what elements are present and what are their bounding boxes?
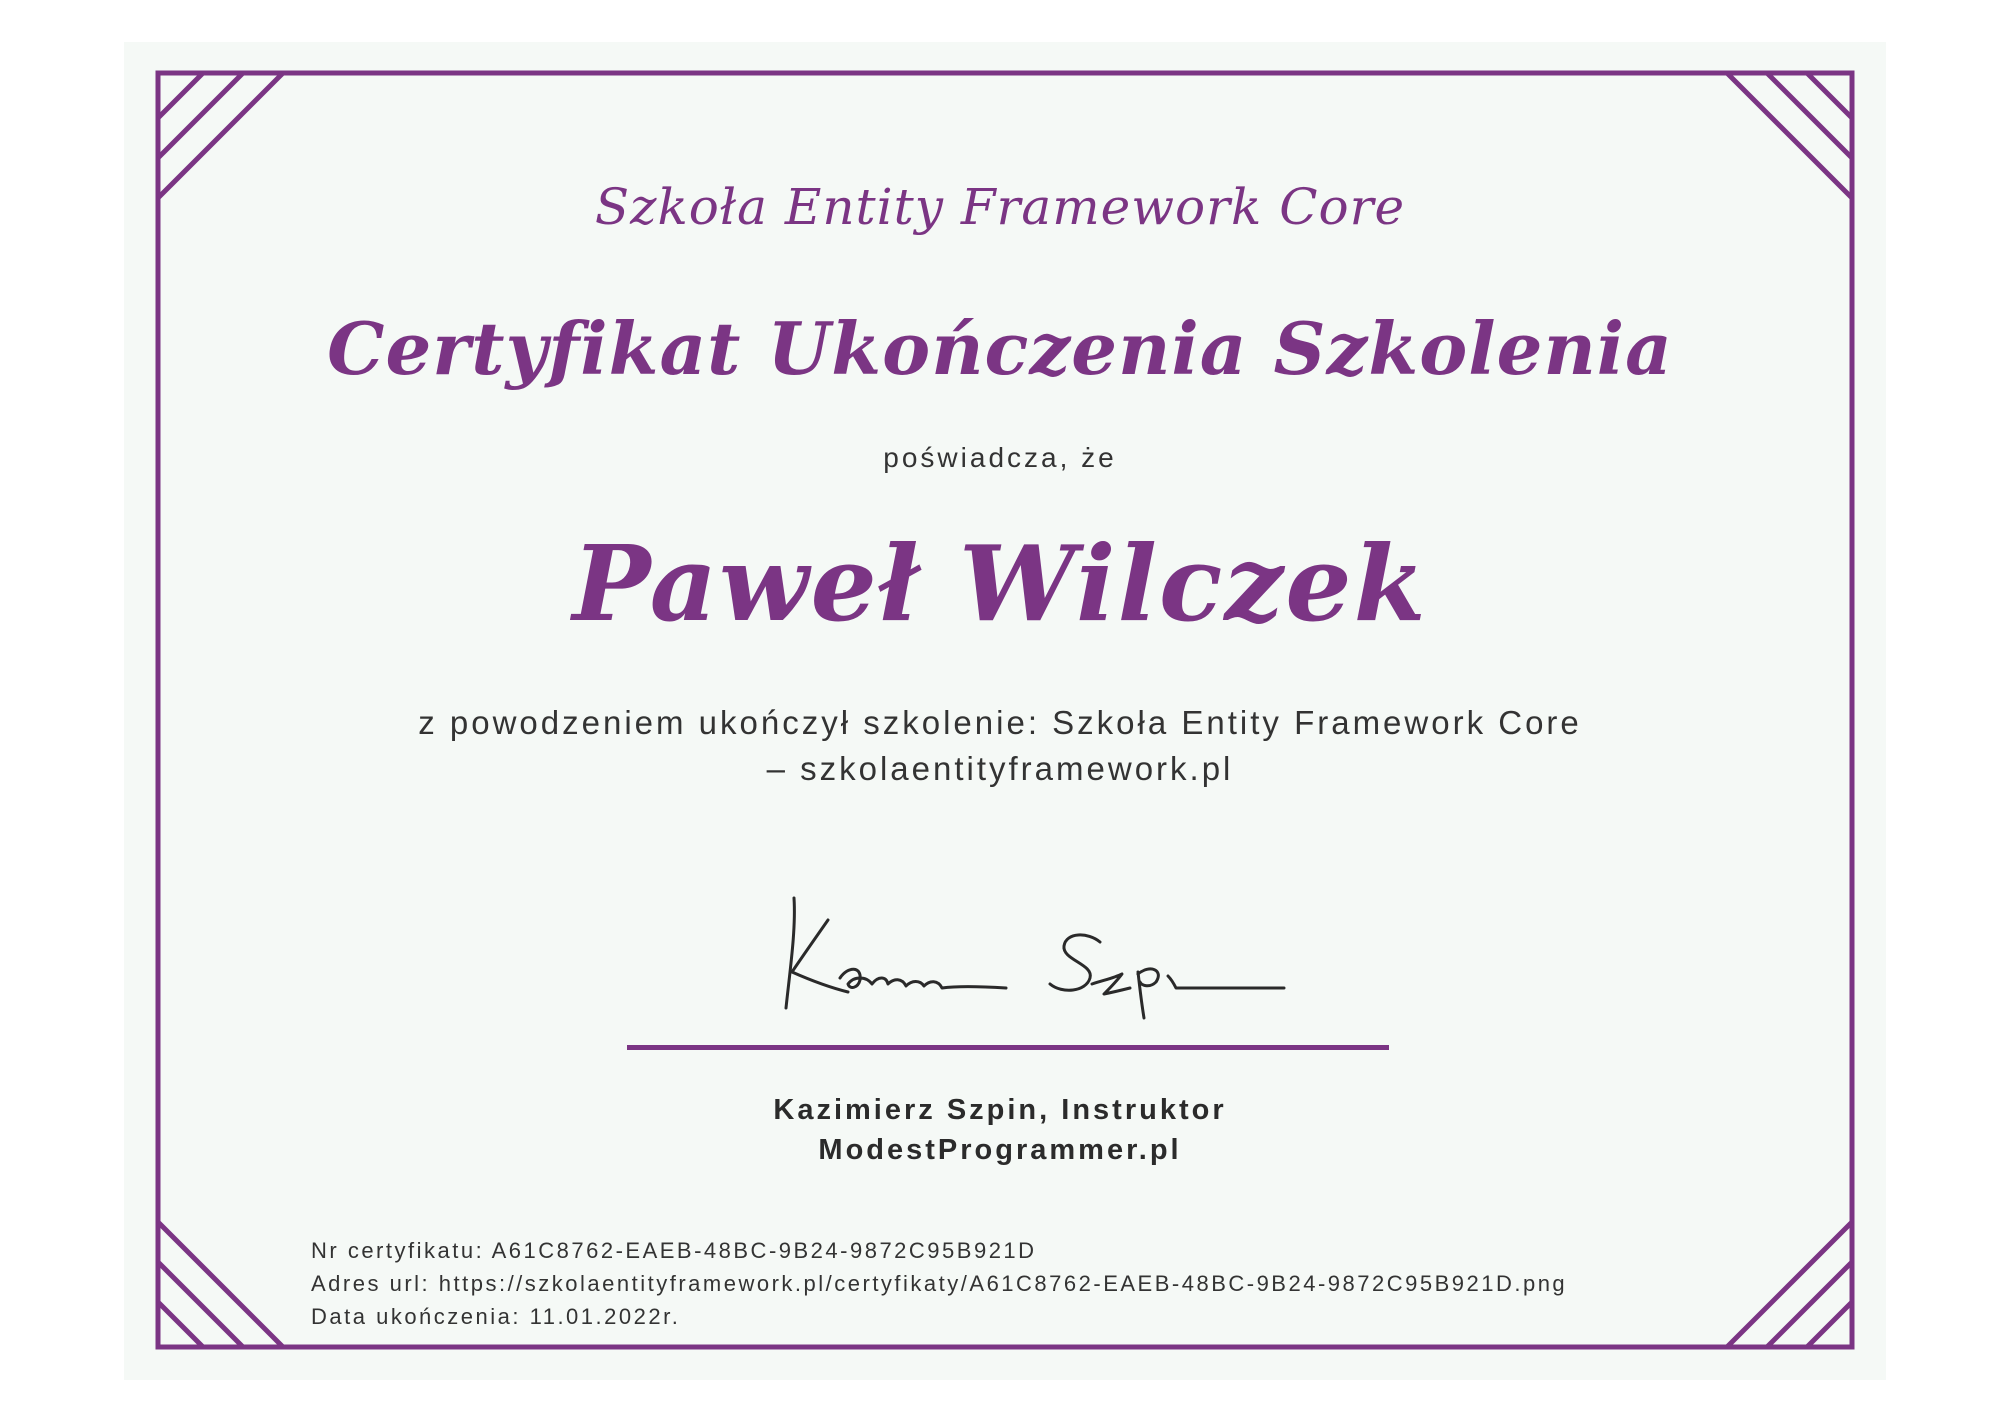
completion-date: Data ukończenia: 11.01.2022r. — [311, 1304, 681, 1329]
completion-statement — [0, 700, 2000, 792]
recipient-name: Paweł Wilczek — [572, 522, 1428, 645]
attests-text: poświadcza, że — [883, 442, 1117, 473]
school-name: Szkoła Entity Framework Core — [594, 178, 1406, 236]
signer-block — [0, 1090, 2000, 1170]
signature-line — [627, 1045, 1389, 1050]
certificate-footer — [311, 1234, 1567, 1333]
certificate-title: Certyfikat Ukończenia Szkolenia — [327, 306, 1673, 391]
certificate-number: Nr certyfikatu: A61C8762-EAEB-48BC-9B24-9872C95B921D — [311, 1238, 1037, 1263]
signature-image — [770, 880, 1290, 1020]
completion-line-2: – szkolaentityframework.pl — [766, 750, 1234, 787]
completion-line-1: z powodzeniem ukończył szkolenie: Szkoła Entity Framework Core — [418, 704, 1582, 741]
signer-name: Kazimierz Szpin, Instruktor — [773, 1094, 1227, 1126]
certificate-url: Adres url: https://szkolaentityframework.pl/certyfikaty/A61C8762-EAEB-48BC-9B24-9872C95B921D.png — [311, 1271, 1568, 1296]
signer-organization: ModestProgrammer.pl — [818, 1134, 1182, 1166]
